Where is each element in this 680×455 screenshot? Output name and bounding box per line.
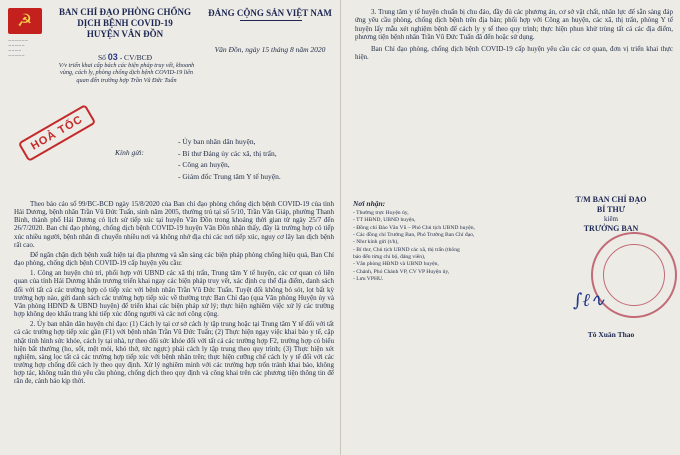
signing-authority: T/M BAN CHỈ ĐẠO [575, 195, 647, 204]
handwritten-margin-note: ∼∼∼∼∼∼ ∼∼∼∼∼ ∼∼∼∼ ∼∼∼∼∼ [8, 38, 29, 58]
distribution-title: Nơi nhận: [353, 199, 386, 208]
distribution-item: - Lưu VPHU. [353, 276, 384, 283]
recipient-item: - Bí thư Đảng ủy các xã, thị trấn, [178, 148, 277, 158]
org-line-2: DỊCH BỆNH COVID-19 [77, 18, 173, 28]
distribution-item: - Các đồng chí Trưởng Ban, Phó Trưởng Ban Chỉ đạo, [353, 232, 475, 239]
distribution-item: - Thường trực Huyện ủy, [353, 210, 409, 216]
party-emblem-icon: ☭ [8, 8, 42, 34]
document-subject: V/v triển khai cấp bách các biện pháp truy vết, khoanh vùng, cách ly, phòng chống dịch bệnh COVID-19 liên quan đến trường hợp Trần Vũ Đức Tuấn [58, 62, 195, 84]
distribution-item: - Văn phòng HĐND và UBND huyện, [353, 261, 439, 268]
document-body-continued [355, 8, 673, 64]
recipient-item: - Giám đốc Trung tâm Y tế huyện. [178, 171, 281, 181]
distribution-item: - Đồng chí Đào Văn Vũ – Phó Chủ tịch UBND huyện, [353, 224, 475, 231]
org-line-1: BAN CHỈ ĐẠO PHÒNG CHỐNG [58, 7, 191, 17]
org-line-3: HUYỆN VÂN ĐỒN [86, 29, 164, 39]
party-title: ĐẢNG CỘNG SẢN VIỆT NAM [208, 8, 332, 18]
body-paragraph: 3. Trung tâm y tế huyện chuẩn bị chu đáo, đầy đủ các phương án, cơ sở vật chất, nhân lực để sẵn sàng đáp ứng yêu cầu phòng, chống dịch bệnh trên địa bàn; phối hợp với Công an huyện, các xã, thị trấn, phòng Y tế huyện lấy mẫu xét nghiệm bệnh để cách ly y tế theo quy trình; thực hiện phun khử trùng tất cả các địa điểm, phương tiện bệnh nhân Trần Vũ Đức Tuấn đã đến hoặc sử dụng. [355, 8, 673, 42]
signer-name: Tô Xuân Thao [587, 330, 635, 339]
distribution-list [353, 210, 523, 283]
body-paragraph: Để ngăn chặn dịch bệnh xuất hiện tại địa phương và sẵn sàng các biện pháp phòng chống hiệu quả, Ban Chỉ đạo phòng, chống dịch bệnh COVID-19 cấp huyện yêu cầu: [14, 250, 334, 268]
signer-position: TRƯỞNG BAN [583, 224, 639, 233]
recipients-list [178, 136, 338, 182]
body-paragraph: 1. Công an huyện chủ trì, phối hợp với UBND các xã thị trấn, Trung tâm Y tế huyện, các cơ quan có liên quan của tỉnh Hải Dương khẩn trương triển khai ngay các biện pháp truy vết, xác định cụ thể địa điểm, danh sách đối với tất cả các trường hợp có tiếp xúc với bệnh nhân Trần Vũ Đức Tuấn. Tuyệt đối không bỏ sót, lọt bất kỳ trường hợp nào, gửi danh sách các trường hợp tiếp xúc về thường trực Ban Chỉ đạo (qua Văn phòng Huyện ủy và Văn phòng HĐND & UBND huyện) để triển khai các biện pháp xử lý; thực hiện nghiêm việc xử lý các trường hợp không dẹo khẩu trang khi tiếp xúc đông người và các nơi công cộng. [14, 269, 334, 319]
distribution-item: báo đến từng chi bộ, đảng viên), [353, 254, 426, 261]
signer-concurrent: kiêm [604, 215, 618, 223]
recipients-label: Kính gửi: [115, 148, 144, 157]
issuing-organization [50, 7, 200, 40]
urgent-stamp: HOẢ TỐC [18, 104, 97, 162]
party-title-underline [240, 20, 302, 21]
handwritten-signature: ∫ℓ∿ [573, 290, 605, 311]
document-body [14, 200, 334, 387]
distribution-item: - Như kính gửi (t/h), [353, 239, 399, 246]
signature-block [546, 195, 676, 234]
document-page-right [340, 0, 680, 455]
signer-title: BÍ THƯ [596, 205, 626, 214]
distribution-item: - Chánh, Phó Chánh VP, CV VP Huyện ủy, [353, 268, 450, 275]
body-paragraph: Ban Chỉ đạo phòng, chống dịch bệnh COVID-19 cấp huyện yêu cầu các cơ quan, đơn vị triển khai thực hiện. [355, 44, 673, 62]
body-paragraph: Theo báo cáo số 99/BC-BCĐ ngày 15/8/2020 của Ban chỉ đạo phòng chống dịch bệnh COVID-19 của tỉnh Hải Dương, bệnh nhân Trần Vũ Đức Tuấn, sinh năm 2005, thường trú tại số 5/10, Trần Văn Giáp, phường Thanh Bình, thành phố Hải Dương có lịch sử tiếp xúc tại huyện Vân Đồn trong khoảng thời gian từ ngày 25/7 đến 26/7/2020. Ban chỉ đạo phòng, chống dịch bệnh COVID-19 huyện Vân Đồn nhận thấy, đây là trường hợp có tiếp xúc nhiều người, bệnh nhân đi chuyển nhiều nơi và không nhớ địa chỉ các nơi tiếp xúc, nguy cơ lây lan dịch bệnh rất cao. [14, 200, 334, 249]
document-number: Số 03 - CV/BCĐ [98, 52, 152, 62]
doc-number-value: 03 [107, 52, 118, 62]
distribution-item: - Bí thư, Chủ tịch UBND các xã, thị trấn (thông [353, 246, 460, 253]
recipient-item: - Công an huyện, [178, 160, 230, 170]
date-line: Vân Đồn, ngày 15 tháng 8 năm 2020 [214, 45, 326, 54]
distribution-item: - TT HĐND, UBND huyện, [353, 217, 416, 224]
recipient-item: - Ủy ban nhân dân huyện, [178, 137, 256, 146]
body-paragraph: 2. Ủy ban nhân dân huyện chỉ đạo: (1) Cách ly tại cơ sở cách ly tập trung hoặc tại Trung tâm Y tế đối với tất cả các trường hợp tiếp xúc gần (F1) với bệnh nhân Trần Vũ Đức Tuấn; (2) Thực hiện ngay việc khai báo y tế, cập nhật tình hình sức khỏe, cách ly tại nhà, tự theo dõi sức khỏe đối với tất cả các trường hợp F2, trường hợp có biểu hiện bất thường (ho, sốt, mệt mỏi, khó thở, tức ngực) phải cách ly tập trung theo quy trình; (3) Thực hiện xét nghiệm, sàng lọc tất cả các trường hợp tiếp xúc với bệnh nhân trên; thực hiện cưỡng chế cách ly y tế đối với các trường hợp chống đối cách ly theo quy định. Xử lý nghiêm minh với các trường hợp trốn tránh khai báo, không hợp tác, không tuân thủ yêu cầu phòng, chống dịch theo quy định và công khai trên các phương tiện thông tin để răn đe, cảnh báo kịp thời. [14, 320, 334, 386]
